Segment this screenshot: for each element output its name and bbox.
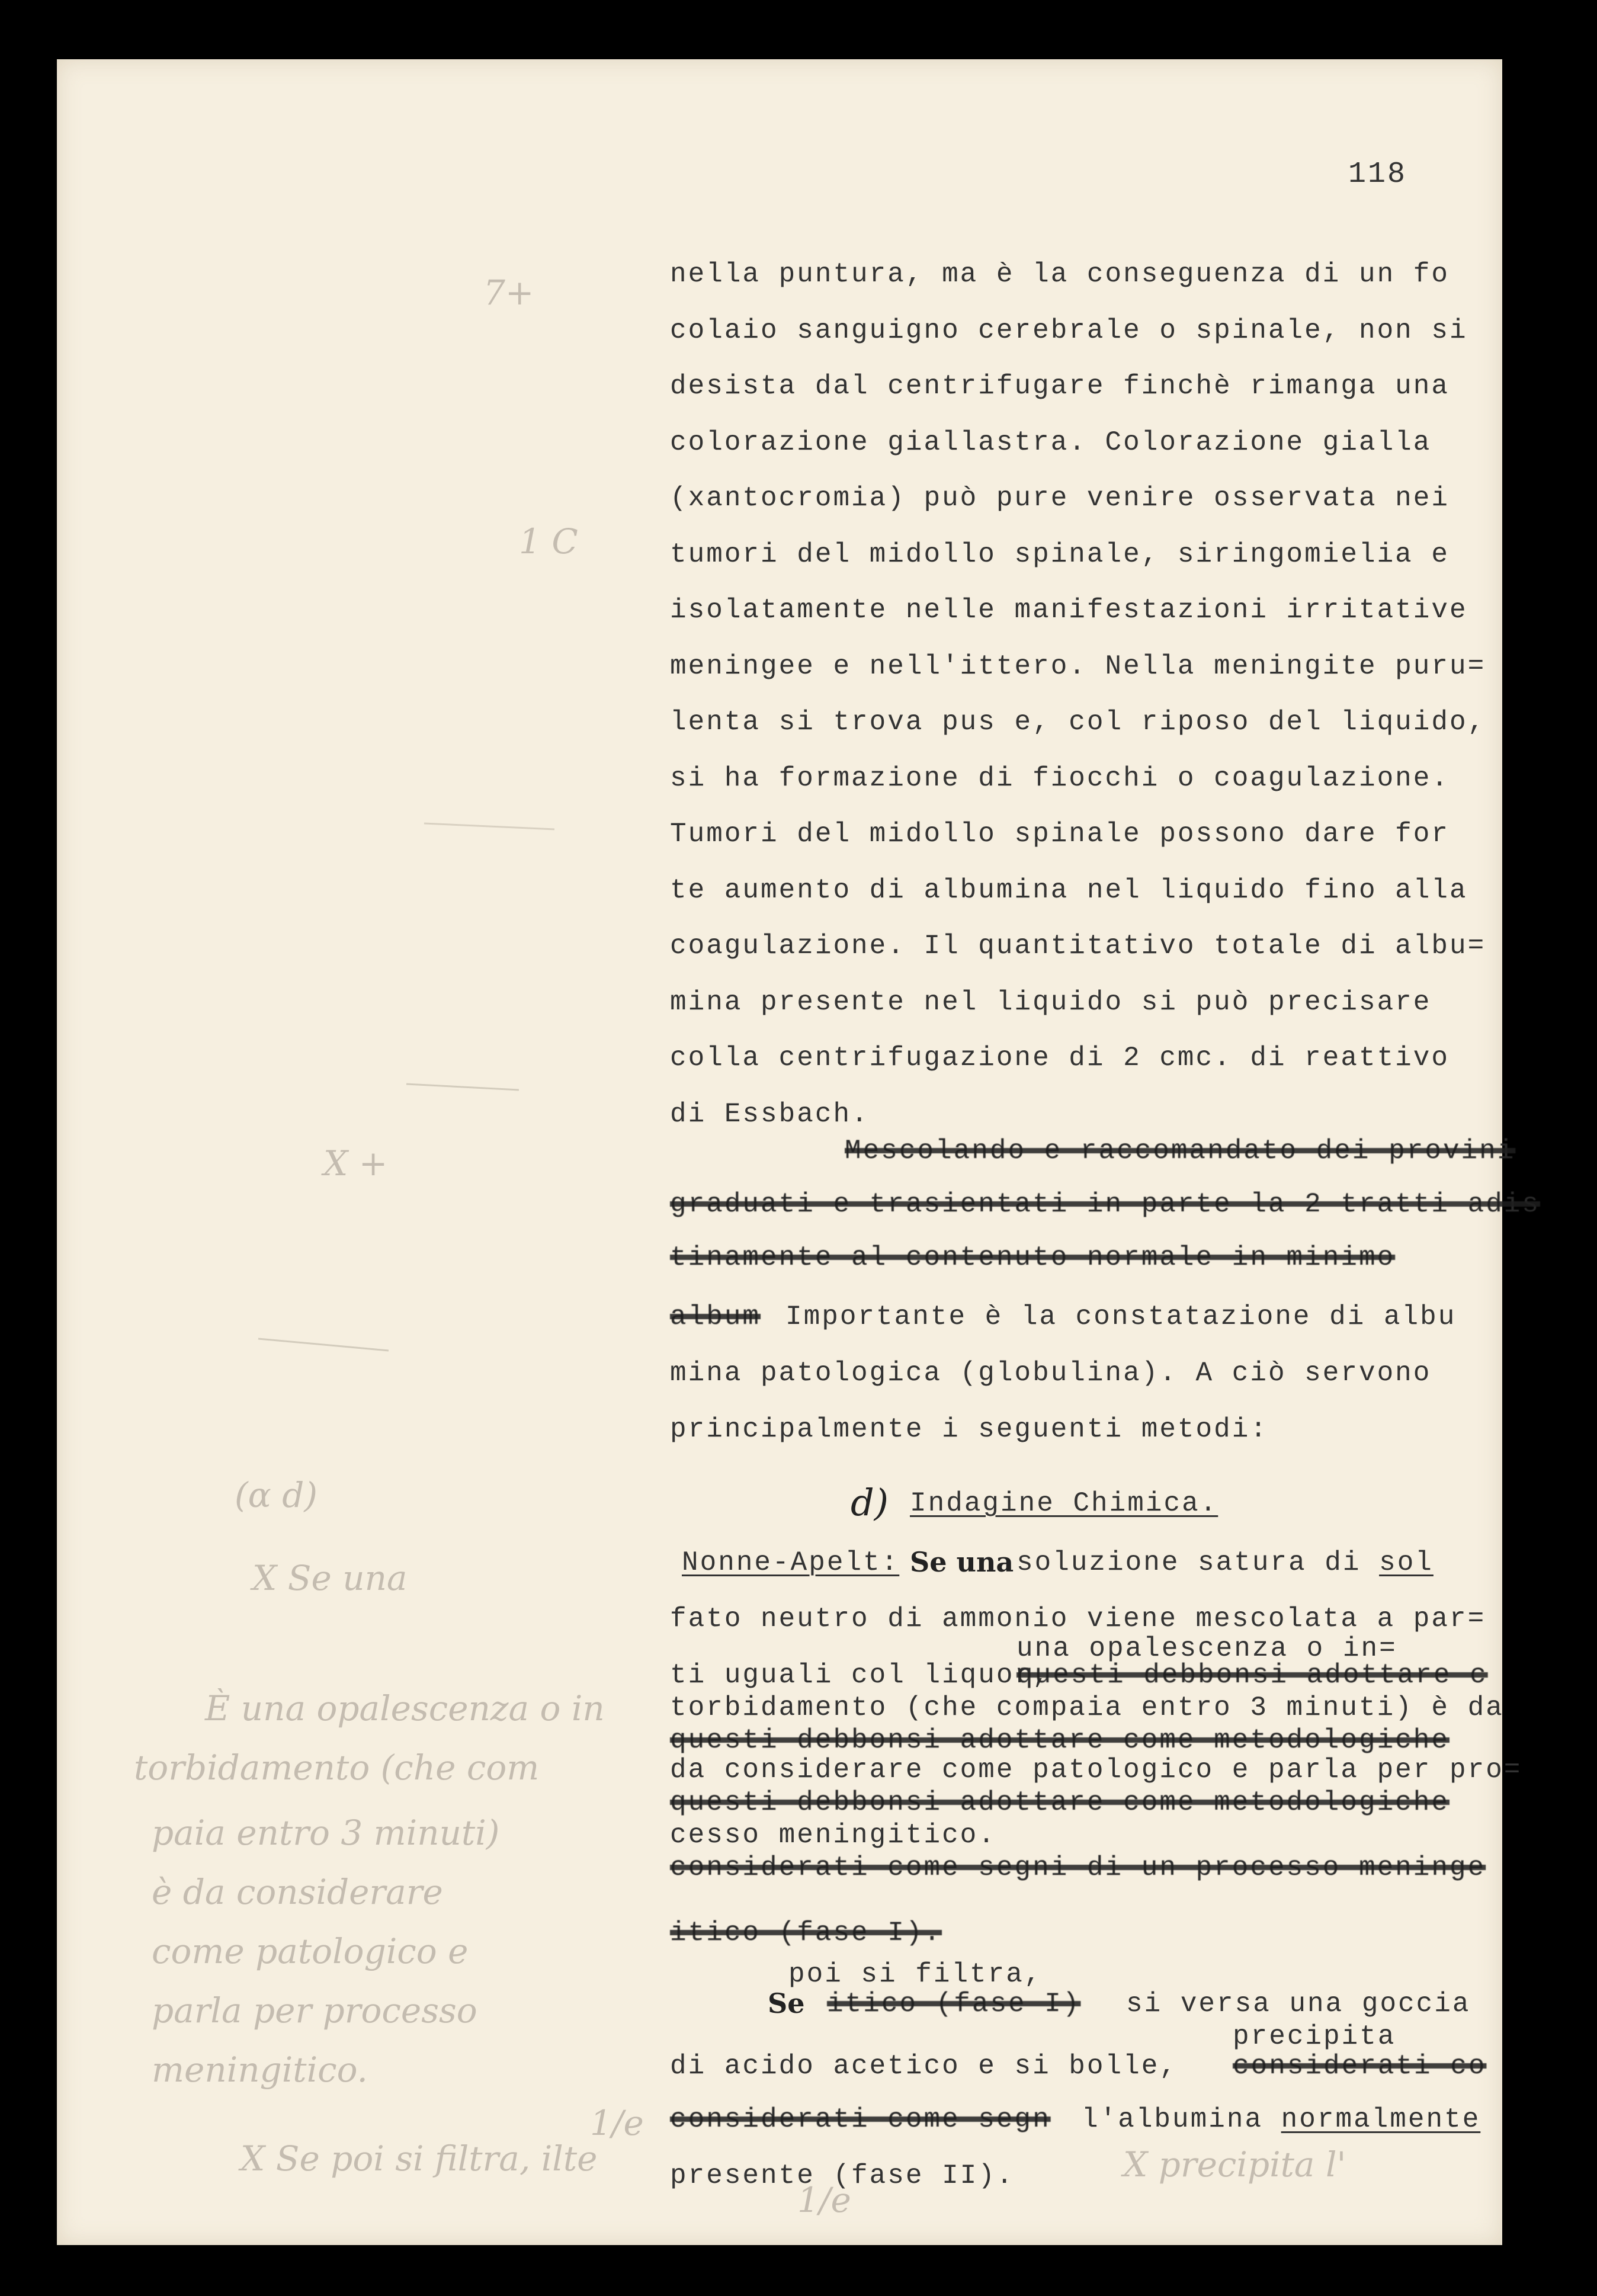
method-name: Nonne-Apelt: (682, 1547, 900, 1578)
margin-note: X Se poi si filtra, ilte (240, 2138, 598, 2179)
struck-line: Mescolando e raccomandato dei provini (845, 1136, 1516, 1166)
handwritten-se: Se (768, 1987, 805, 2019)
poi-line: poi si filtra, (788, 1959, 1043, 1990)
struck-line: questi debbonsi adottare c (1016, 1660, 1488, 1691)
margin-note: come patologico e (152, 1931, 469, 1971)
margin-note: (α d) (235, 1475, 318, 1515)
margin-note: meningitico. (152, 2050, 368, 2090)
document-page (57, 59, 1541, 2245)
margin-note: parla per processo (152, 1990, 477, 2031)
page-number: 118 (1348, 158, 1407, 191)
text-line: (xantocromia) può pure venire osservata nei (670, 483, 1450, 514)
text-line: colla centrifugazione di 2 cmc. di reattivo (670, 1043, 1450, 1073)
text-line: cesso meningitico. (670, 1820, 996, 1851)
struck-line: tinamente al contenuto normale in minimo (670, 1242, 1396, 1273)
struck-line: considerati co (1233, 2051, 1487, 2082)
text-line: meningee e nell'ittero. Nella meningite puru= (670, 650, 1486, 682)
text-line: da considerare come patologico e parla per pro= (670, 1755, 1522, 1785)
text-line: mina presente nel liquido si può precisare (670, 986, 1432, 1018)
margin-note: X + (323, 1143, 388, 1184)
margin-note: X precipita l' (1123, 2144, 1346, 2185)
text-line: colaio sanguigno cerebrale o spinale, non si (670, 315, 1468, 346)
text-line: Tumori del midollo spinale possono dare for (670, 819, 1450, 849)
section-title: Indagine Chimica. (910, 1488, 1218, 1519)
text-line: tumori del midollo spinale, siringomielia e (670, 538, 1450, 570)
struck-line: considerati come segni di un processo meninge (670, 1852, 1486, 1883)
margin-note: 1 C (519, 521, 578, 562)
margin-note: 7+ (483, 272, 534, 313)
text-line: si versa una goccia (1126, 1989, 1471, 2019)
margin-note: X Se una (252, 1558, 408, 1598)
text-line: nella puntura, ma è la conseguenza di un fo (670, 259, 1450, 290)
section-marker: d) (851, 1481, 889, 1524)
text-line: mina patologica (globulina). A ciò servono (670, 1358, 1432, 1388)
text-line: ti uguali col liquor, (670, 1660, 1051, 1691)
struck-line: album (670, 1301, 761, 1332)
margin-note: È una opalescenza o in (205, 1688, 605, 1729)
text-line: l'albumina normalmente (1082, 2104, 1481, 2135)
margin-note: torbidamento (che com (134, 1747, 540, 1788)
struck-line: considerati come segn (670, 2104, 1051, 2135)
text-line: di Essbach. (670, 1098, 870, 1130)
struck-line: itico (fase I) (827, 1989, 1081, 2019)
margin-note: paia entro 3 minuti) (152, 1813, 500, 1853)
text-line: di acido acetico e si bolle, (670, 2051, 1178, 2082)
text-line: coagulazione. Il quantitativo totale di albu= (670, 931, 1486, 961)
text-line: si ha formazione di fiocchi o coagulazione. (670, 762, 1450, 794)
handwritten-insert: Se una (910, 1546, 1014, 1578)
text-line: te aumento di albumina nel liquido fino alla (670, 874, 1468, 906)
margin-note: è da considerare (152, 1872, 443, 1912)
margin-note: 1/e (797, 2180, 851, 2220)
struck-line: questi debbonsi adottare come metodologiche (670, 1787, 1450, 1818)
text-line: Importante è la constatazione di albu (785, 1301, 1457, 1332)
precipita-line: precipita (1233, 2021, 1396, 2052)
text-line: torbidamento (che compaia entro 3 minuti) è da (670, 1692, 1504, 1723)
text-line: principalmente i seguenti metodi: (670, 1414, 1268, 1445)
struck-line: questi debbonsi adottare come metodologiche (670, 1725, 1450, 1756)
text-line: soluzione satura di sol (1016, 1547, 1434, 1578)
text-line: fato neutro di ammonio viene mescolata a par= (670, 1604, 1486, 1634)
text-line: isolatamente nelle manifestazioni irritative (670, 595, 1468, 626)
text-line: lenta si trova pus e, col riposo del liquido, (670, 707, 1486, 737)
text-line: desista dal centrifugare finchè rimanga una (670, 371, 1450, 402)
struck-line: graduati e trasientati in parte la 2 tratti adis (670, 1189, 1541, 1220)
text-line: presente (fase II). (670, 2160, 1015, 2191)
text-line: colorazione giallastra. Colorazione gialla (670, 427, 1432, 458)
margin-note: 1/e (590, 2103, 644, 2143)
insert-line: una opalescenza o in= (1016, 1633, 1397, 1664)
struck-line: itico (fase I). (670, 1917, 942, 1948)
